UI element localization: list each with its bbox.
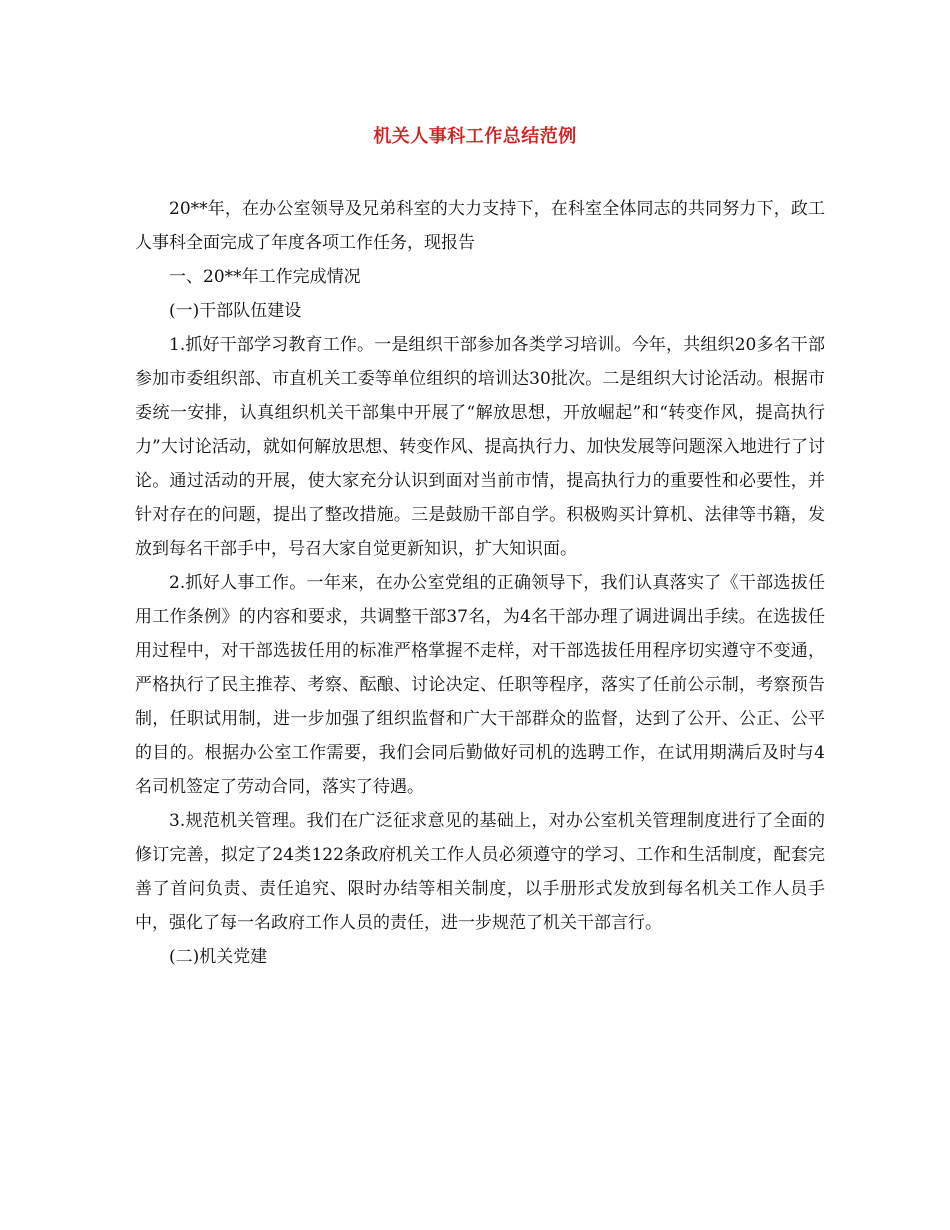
subsection-heading: (二)机关党建: [169, 947, 268, 967]
body-paragraph: 3.规范机关管理。我们在广泛征求意见的基础上，对办公室机关管理制度进行了全面的修订完善，拟定了24类122条政府机关工作人员必须遵守的学习、工作和生活制度，配套完善了首问负责、责任追究、限时办结等相关制度，以手册形式发放到每名机关工作人员手中，强化了每一名政府工作人员的责任，进一步规范了机关干部言行。: [135, 811, 825, 933]
subsection-heading: (一)干部队伍建设: [169, 301, 302, 321]
body-paragraph: 1.抓好干部学习教育工作。一是组织干部参加各类学习培训。今年，共组织20多名干部参加市委组织部、市直机关工委等单位组织的培训达30批次。二是组织大讨论活动。根据市委统一安排，认真组织机关干部集中开展了“解放思想，开放崛起”和“转变作风，提高执行力”大讨论活动，就如何解放思想、转变作风、提高执行力、加快发展等问题深入地进行了讨论。通过活动的开展，使大家充分认识到面对当前市情，提高执行力的重要性和必要性，并针对存在的问题，提出了整改措施。三是鼓励干部自学。积极购买计算机、法律等书籍，发放到每名干部手中，号召大家自觉更新知识，扩大知识面。: [135, 335, 825, 559]
intro-paragraph: 20**年，在办公室领导及兄弟科室的大力支持下，在科室全体同志的共同努力下，政工人事科全面完成了年度各项工作任务，现报告: [135, 199, 825, 253]
section-heading: 一、20**年工作完成情况: [169, 267, 361, 287]
document-title: 机关人事科工作总结范例: [373, 126, 577, 147]
document-body: [135, 192, 825, 974]
body-paragraph: 2.抓好人事工作。一年来，在办公室党组的正确领导下，我们认真落实了《干部选拔任用工作条例》的内容和要求，共调整干部37名，为4名干部办理了调进调出手续。在选拔任用过程中，对干部选拔任用的标准严格掌握不走样，对干部选拔任用程序切实遵守不变通，严格执行了民主推荐、考察、酝酿、讨论决定、任职等程序，落实了任前公示制，考察预告制，任职试用制，进一步加强了组织监督和广大干部群众的监督，达到了公开、公正、公平的目的。根据办公室工作需要，我们会同后勤做好司机的选聘工作，在试用期满后及时与4名司机签定了劳动合同，落实了待遇。: [135, 573, 825, 797]
